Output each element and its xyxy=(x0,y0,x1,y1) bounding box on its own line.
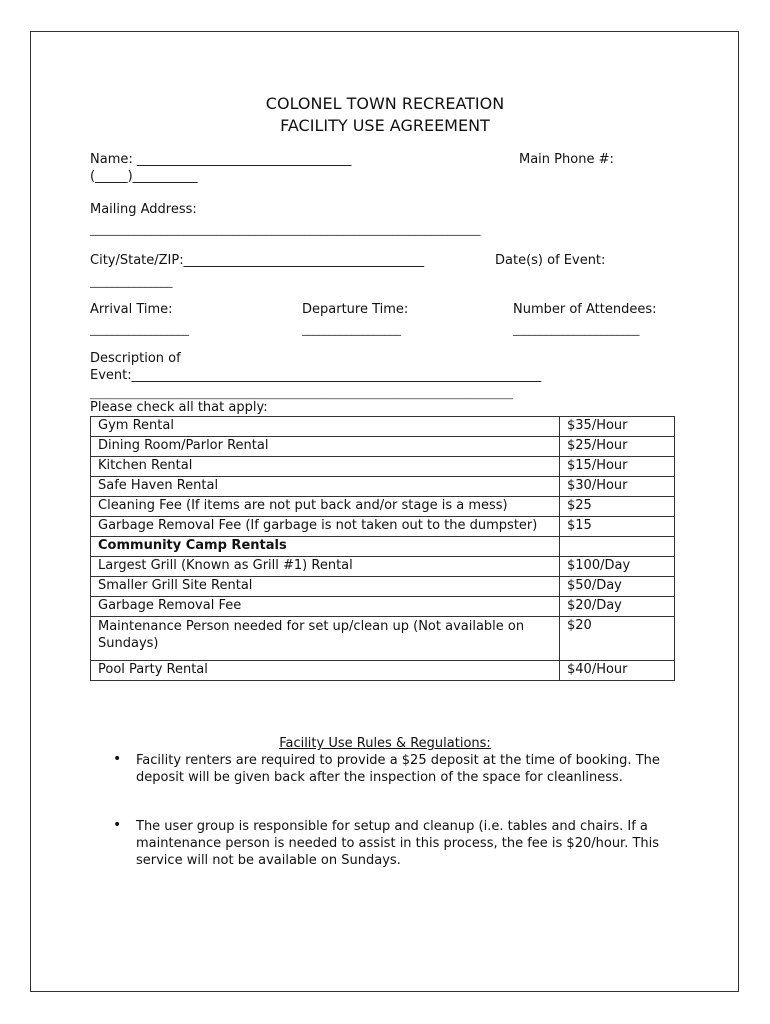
departure-time-label: Departure Time: xyxy=(302,302,409,317)
fee-price: $20 xyxy=(560,617,675,661)
mailing-address-line: _______________________________________________________________________ xyxy=(90,223,481,236)
fee-price: $25 xyxy=(560,497,675,517)
fee-price: $100/Day xyxy=(560,557,675,577)
fee-item: Pool Party Rental xyxy=(91,661,560,681)
table-row xyxy=(91,417,675,437)
attendees-label: Number of Attendees: xyxy=(513,302,657,317)
dates-of-event-label: Date(s) of Event: xyxy=(495,253,606,268)
rules-heading: Facility Use Rules & Regulations: xyxy=(279,736,491,751)
table-row xyxy=(91,517,675,537)
phone-blank: (_____)__________ xyxy=(90,169,198,184)
table-row xyxy=(91,597,675,617)
arrival-time-label: Arrival Time: xyxy=(90,302,173,317)
fee-price: $25/Hour xyxy=(560,437,675,457)
empty-cell xyxy=(560,537,675,557)
name-field: Name: _________________________________ xyxy=(90,152,352,167)
fee-item: Maintenance Person needed for set up/clean up (Not available on Sundays) xyxy=(91,617,560,661)
fee-price: $15/Hour xyxy=(560,457,675,477)
fee-item: Garbage Removal Fee (If garbage is not taken out to the dumpster) xyxy=(91,517,560,537)
dates-of-event-blank: _______________ xyxy=(90,275,173,288)
fee-price: $50/Day xyxy=(560,577,675,597)
fee-item: Kitchen Rental xyxy=(91,457,560,477)
fee-item: Safe Haven Rental xyxy=(91,477,560,497)
title-line-1: COLONEL TOWN RECREATION xyxy=(265,94,505,113)
fee-price: $30/Hour xyxy=(560,477,675,497)
table-row xyxy=(91,477,675,497)
fees-table xyxy=(90,416,675,681)
description-line: ______________________________________________________________________________________________ xyxy=(90,390,513,400)
table-row xyxy=(91,497,675,517)
table-row xyxy=(91,661,675,681)
rule-item: Facility renters are required to provide a $25 deposit at the time of booking. The deposit will be given back after the inspection of the space for cleanliness. xyxy=(136,753,660,785)
fee-item: Cleaning Fee (If items are not put back and/or stage is a mess) xyxy=(91,497,560,517)
description-field: Event:_______________________________________________________________ xyxy=(90,368,542,383)
fee-item: Dining Room/Parlor Rental xyxy=(91,437,560,457)
check-all-instruction: Please check all that apply: xyxy=(90,400,268,415)
city-state-zip-field: City/State/ZIP:_____________________________________ xyxy=(90,253,425,268)
table-row xyxy=(91,577,675,597)
fee-price: $20/Day xyxy=(560,597,675,617)
bullet-icon: • xyxy=(113,751,122,767)
table-row xyxy=(91,557,675,577)
description-label: Description of xyxy=(90,351,181,366)
arrival-time-blank: __________________ xyxy=(90,323,189,336)
fee-item: Largest Grill (Known as Grill #1) Rental xyxy=(91,557,560,577)
fee-price: $35/Hour xyxy=(560,417,675,437)
section-heading: Community Camp Rentals xyxy=(91,537,560,557)
fee-item: Smaller Grill Site Rental xyxy=(91,577,560,597)
rule-item: The user group is responsible for setup and cleanup (i.e. tables and chairs. If a maintenance person is needed to assist in this process, the fee is $20/hour. This service will not be available on Sundays. xyxy=(136,819,660,868)
table-section-row xyxy=(91,537,675,557)
mailing-address-label: Mailing Address: xyxy=(90,202,197,217)
table-row xyxy=(91,617,675,661)
fee-price: $15 xyxy=(560,517,675,537)
fee-item: Gym Rental xyxy=(91,417,560,437)
table-row xyxy=(91,437,675,457)
bullet-icon: • xyxy=(113,817,122,833)
fee-item: Garbage Removal Fee xyxy=(91,597,560,617)
fee-price: $40/Hour xyxy=(560,661,675,681)
attendees-blank: _______________________ xyxy=(513,323,640,336)
departure-time-blank: __________________ xyxy=(302,323,401,336)
main-phone-label: Main Phone #: xyxy=(519,152,614,167)
table-row xyxy=(91,457,675,477)
title-line-2: FACILITY USE AGREEMENT xyxy=(280,116,490,135)
